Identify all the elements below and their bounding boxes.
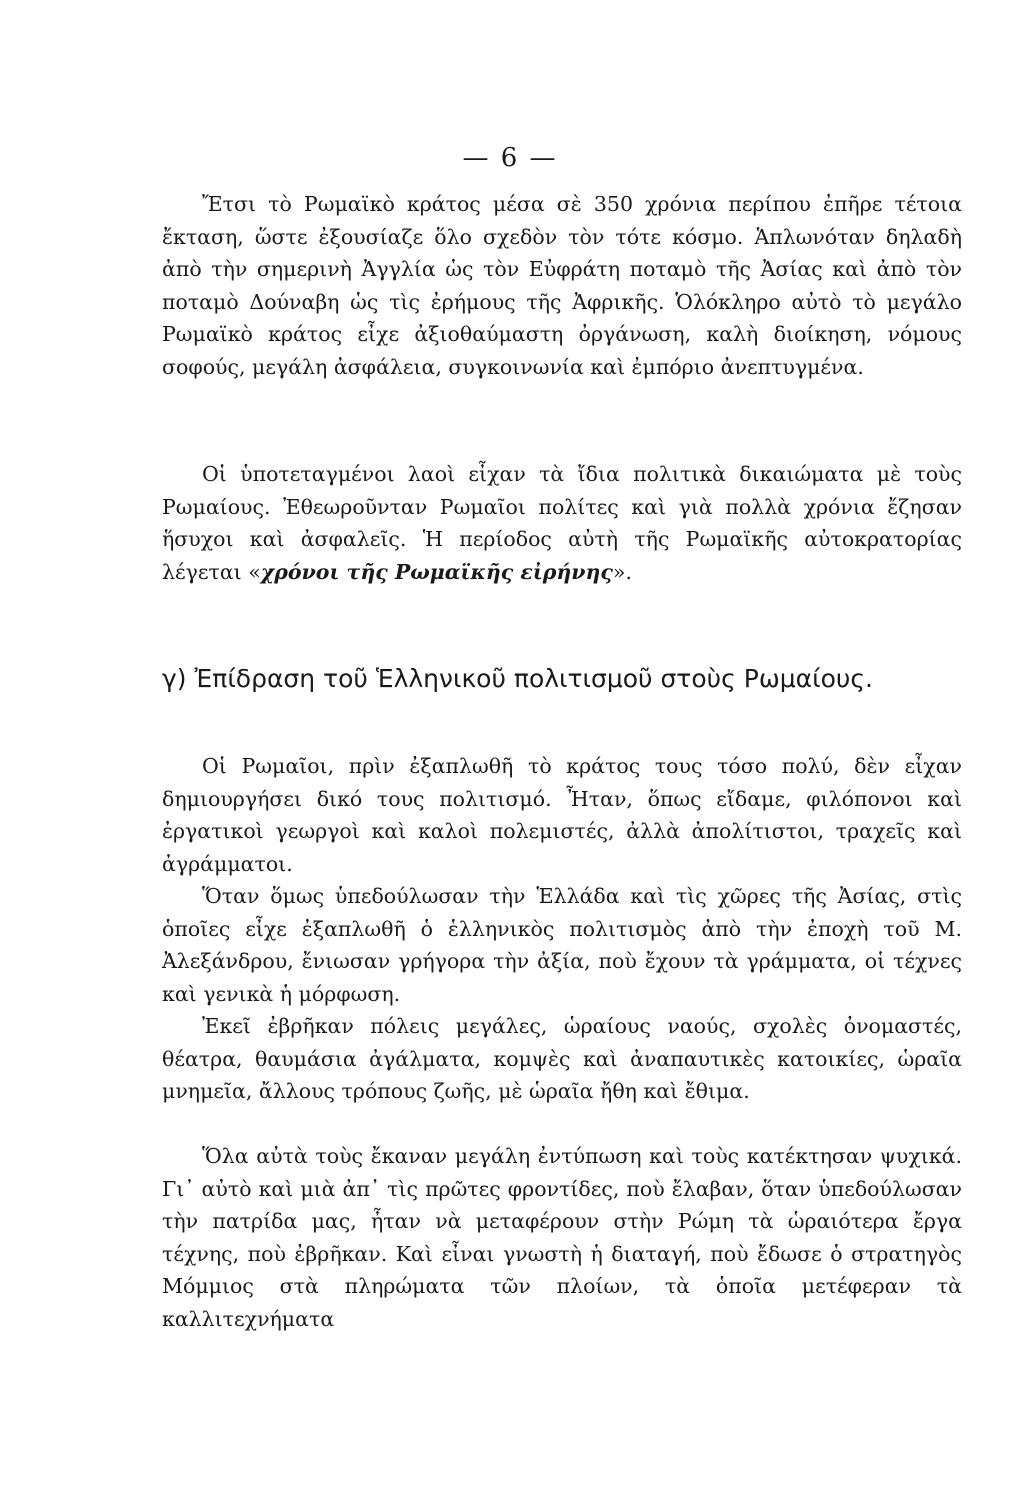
paragraph-conquest-greece: Ὅταν ὅμως ὑπεδούλωσαν τὴν Ἑλλάδα καὶ τὶς χῶρες τῆς Ἀσίας, στὶς ὁποῖες εἶχε ἐξαπλωθῆ ὁ ἑλληνικὸς πολιτισμὸς ἀπὸ τὴν ἐποχὴ τοῦ Μ. Ἀλεξάνδρου, ἔνιωσαν γρήγορα τὴν ἀξία, ποὺ ἔχουν τὰ γράμματα, οἱ τέχνες καὶ γενικὰ ἡ μόρφωση. xyxy=(162,884,962,1006)
paragraph-romans-before: Οἱ Ρωμαῖοι, πρὶν ἐξαπλωθῆ τὸ κράτος τους τόσο πολύ, δὲν εἶχαν δημιουργήσει δικό τους πολιτισμό. Ἦταν, ὅπως εἴδαμε, φιλόπονοι καὶ ἐργατικοὶ γεωργοὶ καὶ καλοὶ πολεμιστές, ἀλλὰ ἀπολίτιστοι, τραχεῖς καὶ ἀγράμματοι. xyxy=(162,754,962,876)
paragraph-roman-empire-extent: Ἔτσι τὸ Ρωμαϊκὸ κράτος μέσα σὲ 350 χρόνια περίπου ἐπῆρε τέτοια ἔκταση, ὥστε ἐξουσίαζε ὅλο σχεδὸν τὸν τότε κόσμο. Ἁπλωνόταν δηλαδὴ ἀπὸ τὴν σημερινὴ Ἀγγλία ὡς τὸν Εὐφράτη ποταμὸ τῆς Ἀσίας καὶ ἀπὸ τὸν ποταμὸ Δούναβη ὡς τὶς ἐρήμους τῆς Ἀφρικῆς. Ὁλόκληρο αὐτὸ τὸ μεγάλο Ρωμαϊκὸ κράτος εἶχε ἀξιοθαύμαστη ὀργάνωση, καλὴ διοίκηση, νόμους σοφούς, μεγάλη ἀσφάλεια, συγκοινωνία καὶ ἐμπόριο ἀνεπτυγμένα. xyxy=(162,192,962,379)
paragraph-subject-peoples xyxy=(162,458,962,588)
paragraph-cities-found: Ἐκεῖ ἐβρῆκαν πόλεις μεγάλες, ὡραίους ναούς, σχολὲς ὀνομαστές, θέατρα, θαυμάσια ἀγάλματα, κομψὲς καὶ ἀναπαυτικὲς κατοικίες, ὡραῖα μνημεῖα, ἄλλους τρόπους ζωῆς, μὲ ὡραῖα ἤθη καὶ ἔθιμα. xyxy=(162,1014,962,1103)
emphasized-phrase: χρόνοι τῆς Ρωμαϊκῆς εἰρήνης xyxy=(260,559,613,584)
paragraph-impression-artworks: Ὅλα αὐτὰ τοὺς ἔκαναν μεγάλη ἐντύπωση καὶ τοὺς κατέκτησαν ψυχικά. Γι᾿ αὐτὸ καὶ μιὰ ἀπ᾿ τὶς πρῶτες φροντίδες, ποὺ ἔλαβαν, ὅταν ὑπεδούλωσαν τὴν πατρίδα μας, ἦταν νὰ μεταφέρουν στὴν Ρώμη τὰ ὡραιότερα ἔργα τέχνης, ποὺ ἐβρῆκαν. Καὶ εἶναι γνωστὴ ἡ διαταγή, ποὺ ἔδωσε ὁ στρατηγὸς Μόμμιος στὰ πληρώματα τῶν πλοίων, τὰ ὁποῖα μετέφεραν τὰ καλλιτεχνήματα xyxy=(162,1144,962,1331)
section-heading: γ) Ἐπίδραση τοῦ Ἑλληνικοῦ πολιτισμοῦ στοὺς Ρωμαίους. xyxy=(162,664,873,693)
paragraph-text: Οἱ ὑποτεταγμένοι λαοὶ εἶχαν τὰ ἴδια πολιτικὰ δικαιώματα μὲ τοὺς Ρωμαίους. Ἐθεωροῦνταν Ρωμαῖοι πολίτες καὶ γιὰ πολλὰ χρόνια ἔζησαν ἥσυχοι καὶ ἀσφαλεῖς. Ἡ περίοδος αὐτὴ τῆς Ρωμαϊκῆς αὐτοκρατορίας λέγεται « xyxy=(162,462,962,584)
paragraph-text-end: ». xyxy=(612,559,632,584)
page-number: — 6 — xyxy=(462,143,558,173)
